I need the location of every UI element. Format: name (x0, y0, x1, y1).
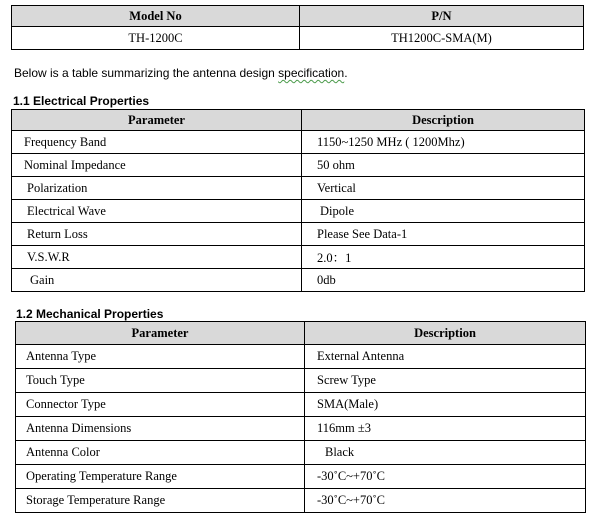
electrical-desc-cell (302, 177, 585, 200)
desc-text: Please See Data-1 (317, 226, 408, 241)
desc-text: Screw Type (317, 373, 376, 387)
mechanical-param-cell (16, 489, 305, 513)
mechanical-param-header: Parameter (16, 322, 305, 345)
desc-text: 1150~1250 MHz ( 1200Mhz) (317, 134, 465, 149)
mechanical-param-cell (16, 417, 305, 441)
electrical-table (11, 109, 585, 292)
electrical-param-cell (12, 223, 302, 246)
pn-value: TH1200C-SMA(M) (300, 27, 584, 50)
mechanical-param-cell (16, 441, 305, 465)
param-text: Frequency Band (24, 134, 107, 149)
electrical-param-cell (12, 131, 302, 154)
table-row (16, 369, 586, 393)
electrical-desc-cell (302, 223, 585, 246)
mechanical-desc-cell (305, 369, 586, 393)
desc-text: 50 ohm (317, 157, 355, 172)
electrical-desc-header: Description (302, 110, 585, 131)
electrical-desc-cell (302, 246, 585, 269)
param-text: Gain (30, 272, 55, 287)
electrical-param-header: Parameter (12, 110, 302, 131)
electrical-param-cell (12, 154, 302, 177)
table-row (12, 200, 585, 223)
electrical-param-cell (12, 269, 302, 292)
desc-text: 0db (317, 272, 336, 287)
desc-text: Black (325, 445, 355, 459)
desc-text: External Antenna (317, 349, 405, 363)
table-row (12, 154, 585, 177)
mechanical-header-row (16, 322, 586, 345)
mechanical-section-title: 1.2 Mechanical Properties (16, 307, 164, 321)
electrical-param-cell (12, 177, 302, 200)
electrical-param-cell (12, 246, 302, 269)
intro-text-end: . (344, 66, 348, 80)
param-text: Storage Temperature Range (26, 493, 166, 507)
desc-text: -30˚C~+70˚C (317, 469, 385, 483)
param-text: Polarization (27, 180, 88, 195)
param-text: Connector Type (26, 397, 106, 411)
param-text: Electrical Wave (27, 203, 106, 218)
desc-text: 116mm ±3 (317, 421, 371, 435)
mechanical-desc-cell (305, 441, 586, 465)
electrical-param-cell (12, 200, 302, 223)
param-text: Operating Temperature Range (26, 469, 177, 483)
param-text: Antenna Color (26, 445, 100, 459)
table-row (16, 417, 586, 441)
electrical-desc-cell (302, 269, 585, 292)
param-text: Antenna Type (26, 349, 97, 363)
param-text: Touch Type (26, 373, 85, 387)
mechanical-param-cell (16, 345, 305, 369)
mechanical-desc-cell (305, 417, 586, 441)
param-text: Antenna Dimensions (26, 421, 132, 435)
desc-text: Dipole (320, 203, 355, 218)
param-text: Nominal Impedance (24, 157, 126, 172)
model-no-value: TH-1200C (12, 27, 300, 50)
intro-squiggle-word: specification (278, 66, 345, 80)
model-table (11, 5, 584, 50)
pn-header: P/N (300, 6, 584, 27)
param-text: Return Loss (27, 226, 88, 241)
desc-text: 2.0：1 (317, 251, 352, 265)
table-row (12, 223, 585, 246)
table-row (12, 177, 585, 200)
mechanical-desc-cell (305, 489, 586, 513)
mechanical-param-cell (16, 393, 305, 417)
desc-text: Vertical (317, 180, 356, 195)
mechanical-desc-cell (305, 345, 586, 369)
model-table-header-row (12, 6, 584, 27)
intro-text-start: Below is a table summarizing the antenna design (14, 66, 279, 80)
desc-text: -30˚C~+70˚C (317, 493, 385, 507)
model-no-header: Model No (12, 6, 300, 27)
mechanical-desc-cell (305, 393, 586, 417)
table-row (16, 489, 586, 513)
electrical-desc-cell (302, 131, 585, 154)
table-row (12, 269, 585, 292)
model-table-row (12, 27, 584, 50)
electrical-section-title: 1.1 Electrical Properties (13, 94, 150, 108)
table-row (16, 465, 586, 489)
desc-text: SMA(Male) (317, 397, 379, 411)
mechanical-desc-header: Description (305, 322, 586, 345)
intro-text (14, 66, 348, 80)
mechanical-desc-cell (305, 465, 586, 489)
electrical-header-row (12, 110, 585, 131)
mechanical-param-cell (16, 369, 305, 393)
param-text: V.S.W.R (27, 249, 70, 264)
table-row (16, 345, 586, 369)
electrical-desc-cell (302, 200, 585, 223)
mechanical-table (15, 321, 586, 513)
table-row (16, 393, 586, 417)
mechanical-param-cell (16, 465, 305, 489)
table-row (16, 441, 586, 465)
table-row (12, 246, 585, 269)
electrical-desc-cell (302, 154, 585, 177)
table-row (12, 131, 585, 154)
